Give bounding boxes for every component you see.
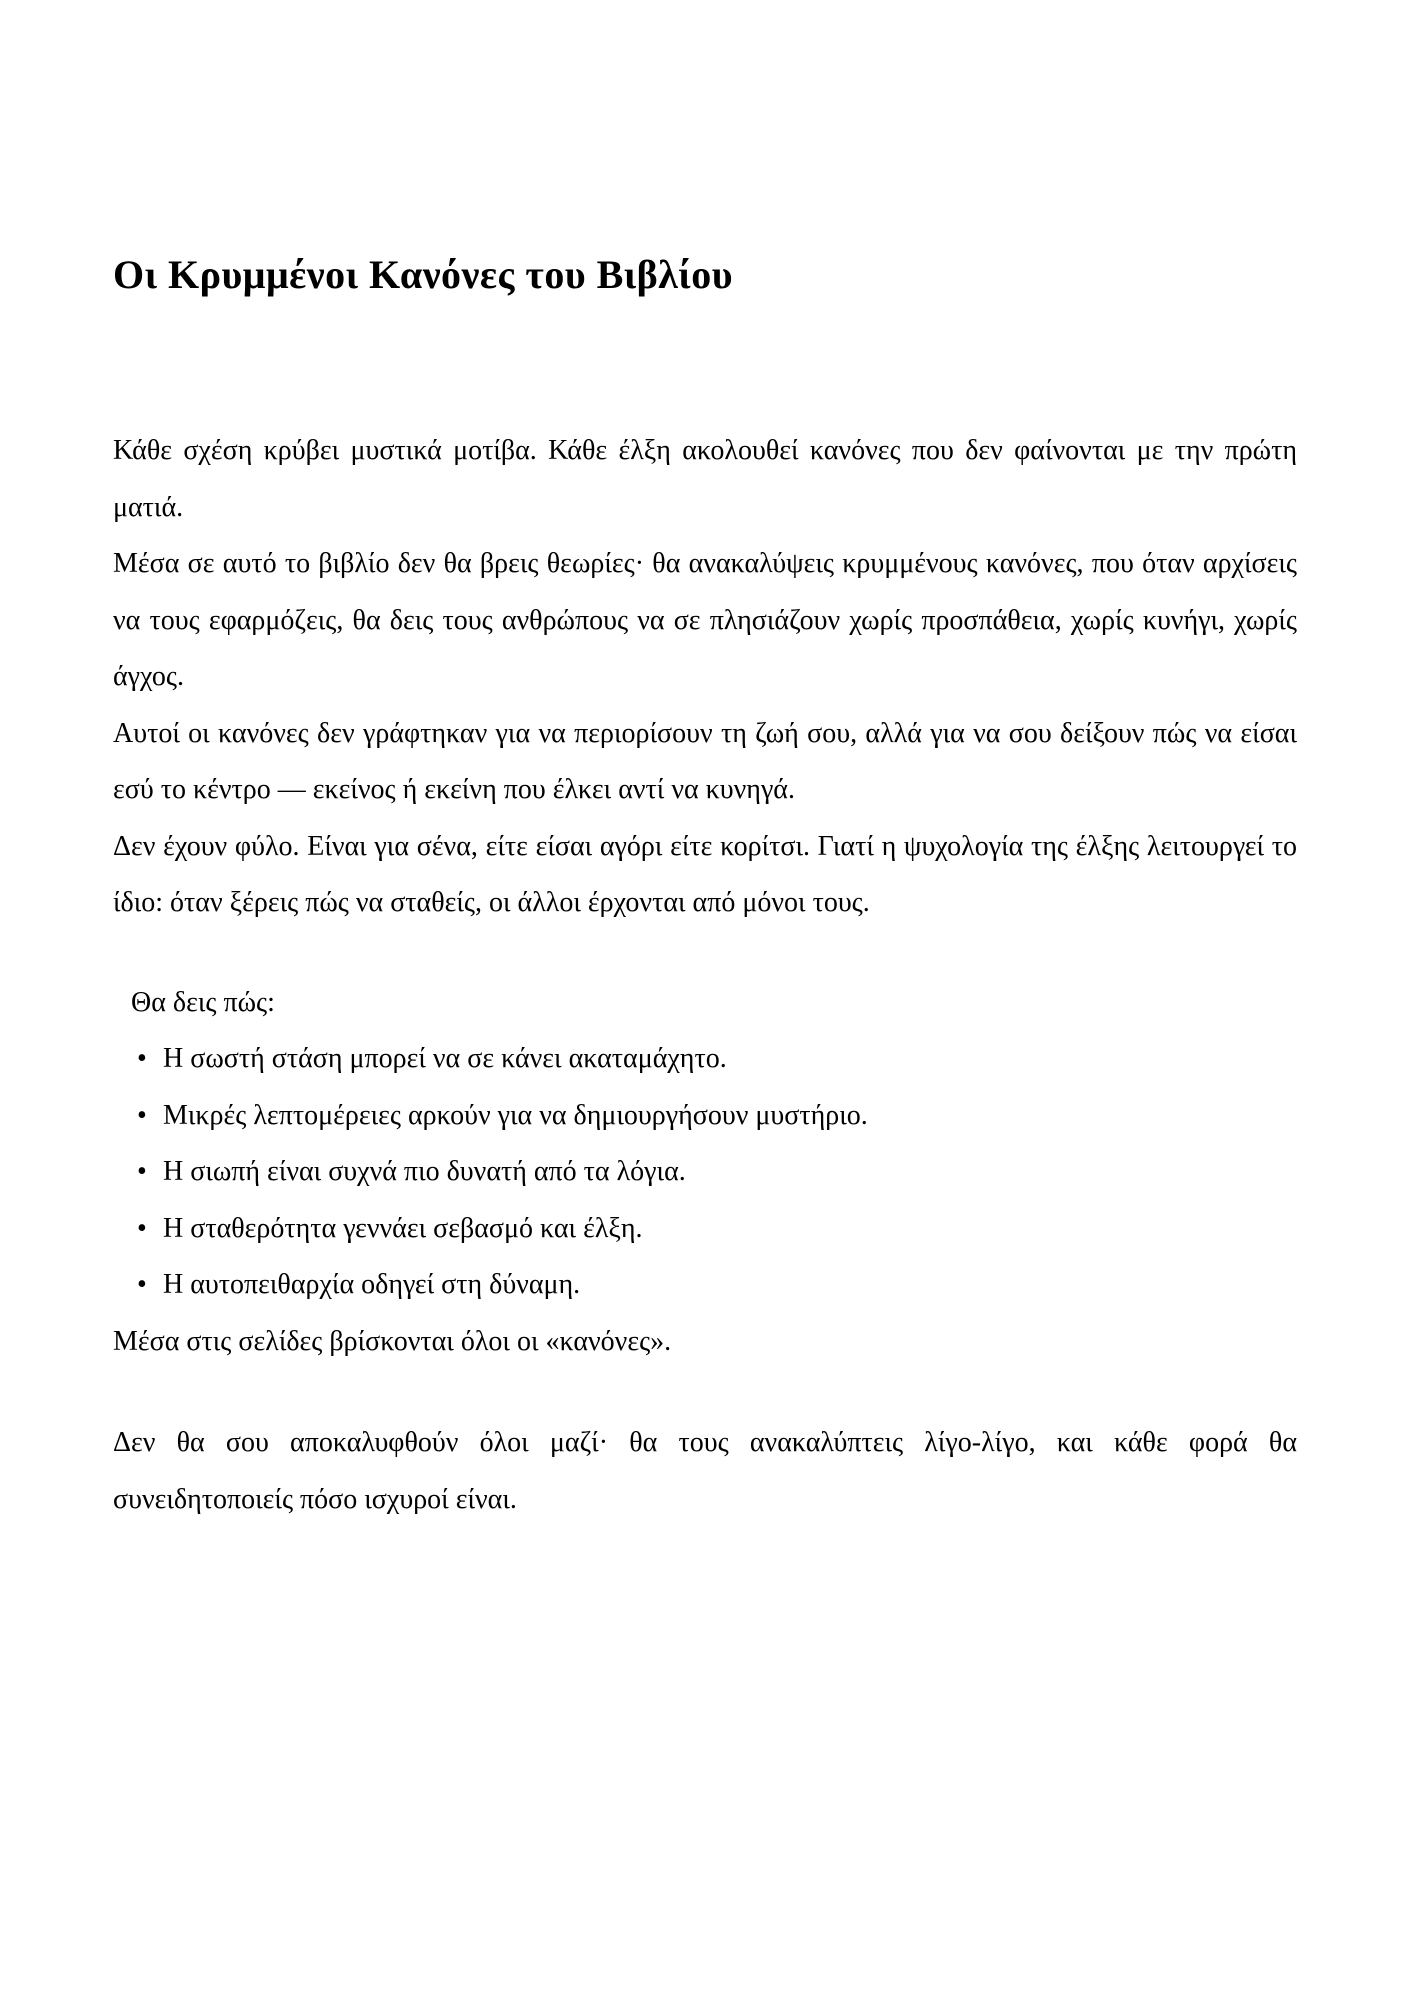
paragraph-1: Κάθε σχέση κρύβει μυστικά μοτίβα. Κάθε έλξη ακολουθεί κανόνες που δεν φαίνονται με την πρώτη ματιά. [113, 435, 1297, 523]
paragraph-4: Δεν έχουν φύλο. Είναι για σένα, είτε είσαι αγόρι είτε κορίτσι. Γιατί η ψυχολογία της έλξης λειτουργεί το ίδιο: όταν ξέρεις πώς να σταθείς, οι άλλοι έρχονται από μόνοι τους. [113, 830, 1297, 918]
page-content [113, 0, 1297, 1528]
paragraph-2: Μέσα σε αυτό το βιβλίο δεν θα βρεις θεωρίες· θα ανακαλύψεις κρυμμένους κανόνες, που όταν αρχίσεις να τους εφαρμόζεις, θα δεις τους ανθρώπους να σε πλησιάζουν χωρίς προσπάθεια, χωρίς κυνήγι, χωρίς άγχος. [113, 548, 1297, 692]
list-outro: Μέσα στις σελίδες βρίσκονται όλοι οι «κανόνες». [113, 1325, 672, 1357]
rules-list [113, 1031, 1297, 1314]
bullet-icon: • [137, 1043, 147, 1074]
list-item [113, 1144, 1297, 1201]
bullet-icon: • [137, 1099, 147, 1131]
paragraph-3: Αυτοί οι κανόνες δεν γράφτηκαν για να περιορίσουν τη ζωή σου, αλλά για να σου δείξουν πώς να είσαι εσύ το κέντρο — εκείνος ή εκείνη που έλκει αντί να κυνηγά. [113, 717, 1297, 805]
list-item-text: Η σωστή στάση μπορεί να σε κάνει ακαταμάχητο. [163, 1043, 727, 1074]
page-title: Οι Κρυμμένοι Κανόνες του Βιβλίου [113, 252, 734, 297]
bullet-icon: • [137, 1156, 147, 1187]
bullet-icon: • [137, 1269, 147, 1300]
list-item [113, 1031, 1297, 1088]
list-item-text: Η σταθερότητα γεννάει σεβασμό και έλξη. [163, 1212, 643, 1244]
list-item-text: Η σιωπή είναι συχνά πιο δυνατή από τα λόγια. [163, 1156, 686, 1187]
list-item-text: Μικρές λεπτομέρειες αρκούν για να δημιουργήσουν μυστήριο. [163, 1099, 868, 1131]
list-item [113, 1257, 1297, 1314]
list-item [113, 1201, 1297, 1258]
list-intro: Θα δεις πώς: [131, 986, 275, 1018]
list-item-text: Η αυτοπειθαρχία οδηγεί στη δύναμη. [163, 1269, 581, 1300]
bullet-icon: • [137, 1212, 147, 1244]
list-item [113, 1088, 1297, 1145]
closing-paragraph: Δεν θα σου αποκαλυφθούν όλοι μαζί· θα τους ανακαλύπτεις λίγο-λίγο, και κάθε φορά θα συνειδητοποιείς πόσο ισχυροί είναι. [113, 1427, 1297, 1515]
